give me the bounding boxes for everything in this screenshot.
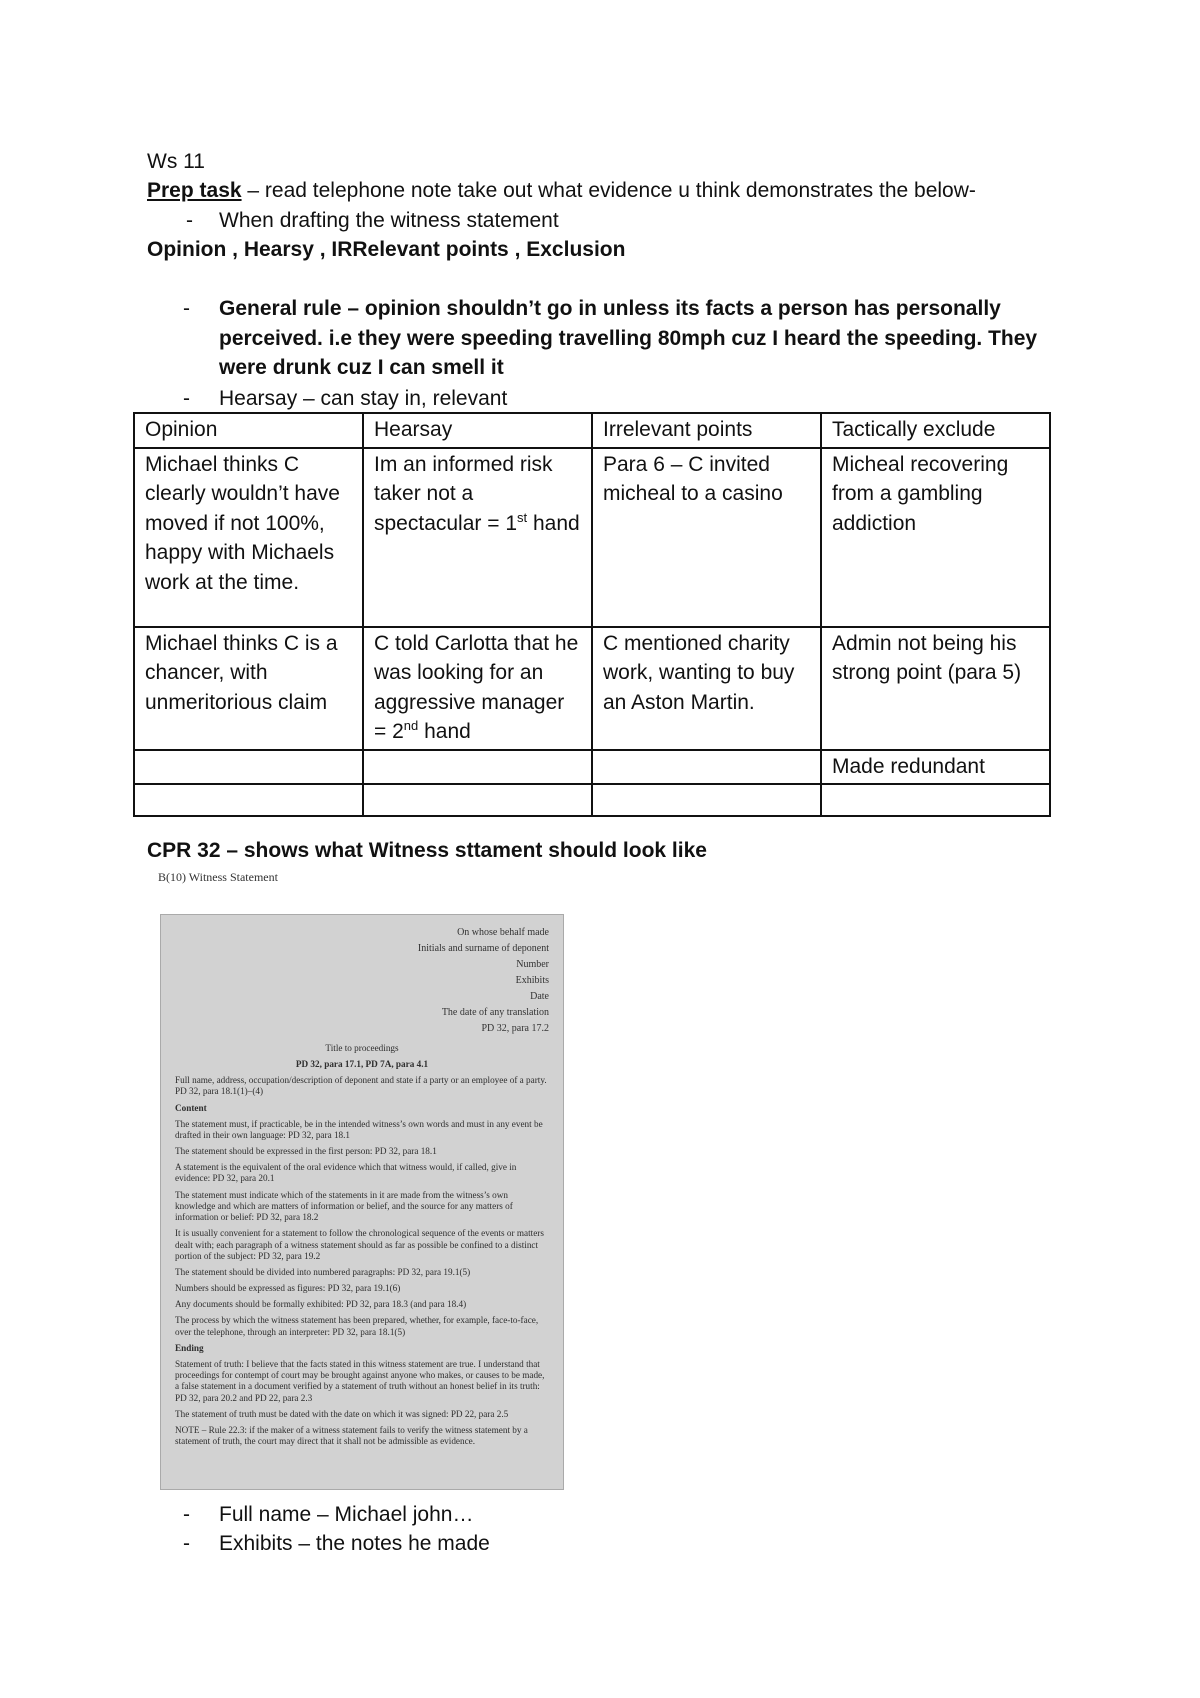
figure-paragraph: The statement should be expressed in the first person: PD 32, para 18.1 [175,1146,437,1157]
figure-paragraph: The statement of truth must be dated with the date on which it was signed: PD 22, para 2.5 [175,1408,509,1419]
cell-hearsay-text: C told Carlotta that he was looking for an aggressive manager = 2 [374,631,579,743]
cell-opinion: Michael thinks C clearly wouldn’t have moved if not 100%, happy with Michaels work at the time. [134,448,363,627]
figure-paragraph: The statement must indicate which of the statements in it are made from the witness’s own knowledge and which are matters of information or belief, and the source for any matters of information or belief: PD 32, para 18.2 [175,1189,513,1223]
figure-paragraph: The statement should be divided into numbered paragraphs: PD 32, para 19.1(5) [175,1266,471,1277]
cell-irrelevant: Para 6 – C invited micheal to a casino [592,448,821,627]
dash-bullet: - [183,1503,190,1526]
figure-title-ref: PD 32, para 17.1, PD 7A, para 4.1 [295,1059,429,1070]
drafting-note: When drafting the witness statement [219,209,559,232]
header-cell-irrelevant: Irrelevant points [592,413,821,448]
cell-hearsay-tail: hand [418,720,471,743]
cell-irrelevant [592,750,821,785]
cpr-heading: CPR 32 – shows what Witness sttament should look like [147,839,707,862]
header-cell-exclude: Tactically exclude [821,413,1050,448]
cell-irrelevant [592,784,821,816]
figure-paragraph: A statement is the equivalent of the oral evidence which that witness would, if called, give in evidence: PD 32, para 20.1 [175,1162,517,1184]
cell-exclude: Made redundant [821,750,1050,785]
figure-paragraph: Full name, address, occupation/description of deponent and state if a party or an employee of a party. PD 32, para 18.1(1)–(4) [175,1075,547,1097]
ordinal-suffix: nd [403,718,419,733]
dash-bullet: - [186,209,193,232]
dash-bullet: - [183,387,190,410]
table-row [134,784,1050,816]
cell-hearsay-text: Im an informed risk taker not a spectacular = 1 [374,452,553,535]
cell-opinion: Michael thinks C is a chancer, with unmeritorious claim [134,627,363,750]
header-cell-hearsay: Hearsay [363,413,592,448]
table-header-row [134,413,1050,448]
cell-opinion [134,784,363,816]
table-row [134,750,1050,785]
cell-hearsay [363,750,592,785]
general-rule-text: General rule – opinion shouldn’t go in unless its facts a person has personally perceived. i.e they were speeding travelling 80mph cuz I heard the speeding. They were drunk cuz I can smell it [219,297,1038,379]
figure-subheading: Ending [175,1342,204,1353]
cell-exclude: Admin not being his strong point (para 5) [821,627,1050,750]
figure-caption: B(10) Witness Statement [158,870,278,884]
figure-paragraph: It is usually convenient for a statement to follow the chronological sequence of the events or matters dealt with; each paragraph of a witness statement should as far as possible be confined to a distinct portion of the subject: PD 32, para 19.2 [175,1228,544,1261]
figure-meta-line: Exhibits [515,975,549,986]
categories-heading: Opinion , Hearsy , IRRelevant points , Exclusion [147,238,626,261]
figure-meta-line: PD 32, para 17.2 [481,1023,549,1034]
cell-hearsay-tail: hand [527,511,580,535]
bullet-full-name: Full name – Michael john… [219,1503,474,1526]
cell-exclude [821,784,1050,816]
figure-paragraph: The statement must, if practicable, be in the intended witness’s own words and must in any event be drafted in their own language: PD 32, para 18.1 [175,1118,543,1140]
worksheet-title: Ws 11 [147,150,205,173]
header-cell-opinion: Opinion [134,413,363,448]
cell-hearsay [363,627,592,750]
table-row [134,627,1050,750]
figure-paragraph: Statement of truth: I believe that the facts stated in this witness statement are true. I understand that proceedings for contempt of court may be brought against anyone who makes, or causes to be made, a false statement in a document verified by a statement of truth without an honest belief in its truth: PD 32, para 20.2 and PD 22, para 2.3 [175,1358,545,1403]
prep-task-label: Prep task [147,179,242,202]
cell-exclude: Micheal recovering from a gambling addiction [821,448,1050,627]
table-row [134,448,1050,627]
cell-opinion [134,750,363,785]
figure-meta-line: Initials and surname of deponent [417,943,549,954]
dash-bullet: - [183,1532,190,1555]
figure-paragraph: Numbers should be expressed as figures: PD 32, para 19.1(6) [175,1283,401,1294]
figure-meta-line: The date of any translation [441,1007,549,1018]
figure-paragraph: Any documents should be formally exhibited: PD 32, para 18.3 (and para 18.4) [175,1299,467,1310]
hearsay-rule-text: Hearsay – can stay in, relevant [219,387,508,410]
figure-body [175,1043,549,1452]
figure-paragraph: The process by which the witness statement has been prepared, whether, for example, face-to-face, over the telephone, through an interpreter: PD 32, para 18.1(5) [175,1315,539,1337]
cell-hearsay [363,784,592,816]
prep-task-line [147,176,976,205]
witness-statement-figure [160,914,564,1490]
ordinal-suffix: st [517,509,528,525]
figure-meta-line: Date [530,991,549,1002]
cell-hearsay [363,448,592,627]
bullet-exhibits: Exhibits – the notes he made [219,1532,490,1555]
figure-meta-line: Number [516,959,549,970]
figure-paragraph: NOTE – Rule 22.3: if the maker of a witness statement fails to verify the witness statement by a statement of truth, the court may direct that it shall not be admissible as evidence. [175,1424,528,1447]
figure-subheading: Content [175,1102,207,1113]
figure-meta-line: On whose behalf made [457,927,549,938]
dash-bullet: - [183,297,190,320]
prep-task-text: – read telephone note take out what evidence u think demonstrates the below- [241,179,976,202]
cell-irrelevant: C mentioned charity work, wanting to buy an Aston Martin. [592,627,821,750]
evidence-table [133,412,1051,817]
figure-title: Title to proceedings [325,1043,399,1053]
